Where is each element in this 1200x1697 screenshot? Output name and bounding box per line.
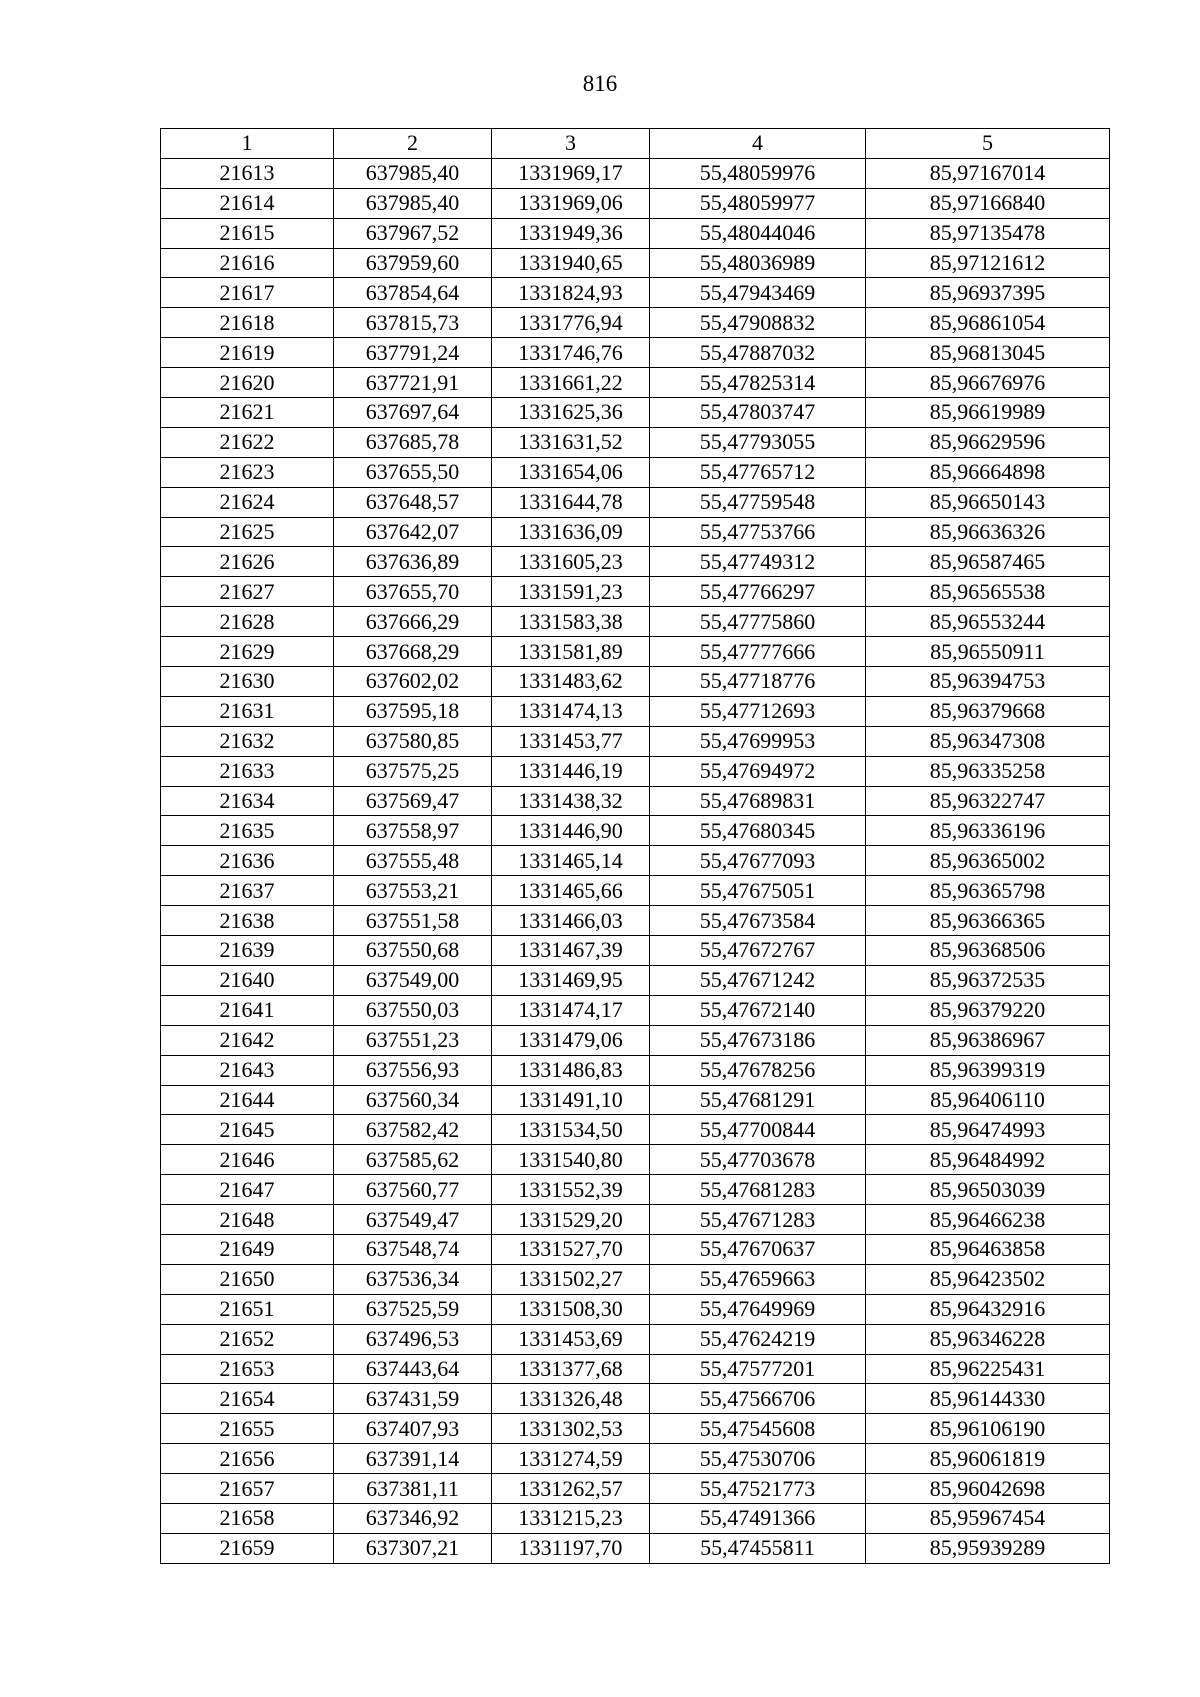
table-cell-col-1: 21614 [161, 188, 334, 218]
table-cell-col-1: 21651 [161, 1294, 334, 1324]
table-cell-col-5: 85,96106190 [866, 1414, 1110, 1444]
table-cell-col-1: 21641 [161, 995, 334, 1025]
table-cell-col-1: 21640 [161, 965, 334, 995]
table-cell-col-3: 1331465,66 [492, 876, 650, 906]
table-cell-col-3: 1331474,17 [492, 995, 650, 1025]
table-cell-col-3: 1331654,06 [492, 457, 650, 487]
table-row [161, 965, 1110, 995]
table-cell-col-1: 21623 [161, 457, 334, 487]
table-cell-col-1: 21650 [161, 1264, 334, 1294]
table-cell-col-3: 1331197,70 [492, 1533, 650, 1563]
table-cell-col-5: 85,96432916 [866, 1294, 1110, 1324]
table-cell-col-1: 21655 [161, 1414, 334, 1444]
table-cell-col-4: 55,47577201 [650, 1354, 866, 1384]
table-cell-col-1: 21621 [161, 398, 334, 428]
table-cell-col-1: 21648 [161, 1205, 334, 1235]
table-cell-col-2: 637582,42 [334, 1115, 492, 1145]
table-row [161, 936, 1110, 966]
table-body [161, 158, 1110, 1563]
table-cell-col-3: 1331215,23 [492, 1503, 650, 1533]
table-cell-col-4: 55,47694972 [650, 756, 866, 786]
table-cell-col-3: 1331274,59 [492, 1444, 650, 1474]
table-row [161, 158, 1110, 188]
table-row [161, 308, 1110, 338]
table-cell-col-1: 21620 [161, 368, 334, 398]
table-cell-col-4: 55,47670637 [650, 1234, 866, 1264]
table-cell-col-4: 55,47766297 [650, 577, 866, 607]
table-cell-col-1: 21634 [161, 786, 334, 816]
table-cell-col-1: 21637 [161, 876, 334, 906]
table-cell-col-4: 55,47759548 [650, 487, 866, 517]
table-cell-col-5: 85,96650143 [866, 487, 1110, 517]
table-cell-col-1: 21626 [161, 547, 334, 577]
table-cell-col-3: 1331605,23 [492, 547, 650, 577]
table-cell-col-5: 85,97121612 [866, 248, 1110, 278]
table-cell-col-5: 85,96335258 [866, 756, 1110, 786]
table-cell-col-2: 637551,58 [334, 906, 492, 936]
table-cell-col-4: 55,47803747 [650, 398, 866, 428]
table-cell-col-5: 85,96061819 [866, 1444, 1110, 1474]
table-cell-col-1: 21657 [161, 1474, 334, 1504]
table-cell-col-4: 55,47671283 [650, 1205, 866, 1235]
table-row [161, 338, 1110, 368]
table-cell-col-1: 21624 [161, 487, 334, 517]
table-cell-col-1: 21659 [161, 1533, 334, 1563]
table-row [161, 457, 1110, 487]
table-cell-col-5: 85,96394753 [866, 667, 1110, 697]
table-cell-col-1: 21628 [161, 607, 334, 637]
table-row [161, 1384, 1110, 1414]
table-row [161, 278, 1110, 308]
table-cell-col-2: 637636,89 [334, 547, 492, 577]
table-row [161, 1055, 1110, 1085]
table-cell-col-4: 55,48059976 [650, 158, 866, 188]
table-cell-col-2: 637553,21 [334, 876, 492, 906]
table-cell-col-2: 637685,78 [334, 427, 492, 457]
table-cell-col-3: 1331534,50 [492, 1115, 650, 1145]
table-cell-col-3: 1331483,62 [492, 667, 650, 697]
table-cell-col-2: 637967,52 [334, 218, 492, 248]
table-cell-col-5: 85,96423502 [866, 1264, 1110, 1294]
table-row [161, 995, 1110, 1025]
table-cell-col-2: 637580,85 [334, 726, 492, 756]
table-cell-col-1: 21615 [161, 218, 334, 248]
table-cell-col-2: 637854,64 [334, 278, 492, 308]
table-cell-col-4: 55,47718776 [650, 667, 866, 697]
table-cell-col-3: 1331453,77 [492, 726, 650, 756]
table-row [161, 816, 1110, 846]
table-cell-col-5: 85,96619989 [866, 398, 1110, 428]
table-cell-col-2: 637575,25 [334, 756, 492, 786]
table-cell-col-3: 1331969,06 [492, 188, 650, 218]
table-cell-col-2: 637560,77 [334, 1175, 492, 1205]
table-row [161, 218, 1110, 248]
table-cell-col-3: 1331491,10 [492, 1085, 650, 1115]
table-cell-col-2: 637985,40 [334, 188, 492, 218]
table-cell-col-4: 55,47521773 [650, 1474, 866, 1504]
table-row [161, 427, 1110, 457]
table-row [161, 1175, 1110, 1205]
table-cell-col-3: 1331474,13 [492, 696, 650, 726]
table-cell-col-2: 637815,73 [334, 308, 492, 338]
table-row [161, 1324, 1110, 1354]
table-row [161, 368, 1110, 398]
table-row [161, 248, 1110, 278]
table-cell-col-1: 21647 [161, 1175, 334, 1205]
table-cell-col-2: 637407,93 [334, 1414, 492, 1444]
table-cell-col-5: 85,96372535 [866, 965, 1110, 995]
table-cell-col-5: 85,96664898 [866, 457, 1110, 487]
table-cell-col-4: 55,47673186 [650, 1025, 866, 1055]
table-cell-col-4: 55,47681283 [650, 1175, 866, 1205]
table-row [161, 1234, 1110, 1264]
table-cell-col-3: 1331625,36 [492, 398, 650, 428]
table-cell-col-5: 85,96406110 [866, 1085, 1110, 1115]
table-cell-col-4: 55,47703678 [650, 1145, 866, 1175]
table-row [161, 1115, 1110, 1145]
table-cell-col-5: 85,96587465 [866, 547, 1110, 577]
table-cell-col-5: 85,96466238 [866, 1205, 1110, 1235]
table-cell-col-4: 55,47624219 [650, 1324, 866, 1354]
table-cell-col-3: 1331465,14 [492, 846, 650, 876]
table-cell-col-1: 21649 [161, 1234, 334, 1264]
table-cell-col-4: 55,47675051 [650, 876, 866, 906]
table-cell-col-3: 1331540,80 [492, 1145, 650, 1175]
table-cell-col-1: 21630 [161, 667, 334, 697]
header-col-2: 2 [334, 129, 492, 159]
table-cell-col-4: 55,47680345 [650, 816, 866, 846]
page-number: 816 [582, 71, 618, 96]
table-cell-col-5: 85,96636326 [866, 517, 1110, 547]
table-cell-col-2: 637697,64 [334, 398, 492, 428]
table-cell-col-5: 85,96565538 [866, 577, 1110, 607]
table-row [161, 1205, 1110, 1235]
table-cell-col-5: 85,96474993 [866, 1115, 1110, 1145]
table-row [161, 487, 1110, 517]
table-cell-col-4: 55,47530706 [650, 1444, 866, 1474]
table-cell-col-3: 1331262,57 [492, 1474, 650, 1504]
table-cell-col-4: 55,47887032 [650, 338, 866, 368]
table-cell-col-3: 1331631,52 [492, 427, 650, 457]
table-cell-col-3: 1331453,69 [492, 1324, 650, 1354]
table-cell-col-1: 21636 [161, 846, 334, 876]
table-cell-col-4: 55,47673584 [650, 906, 866, 936]
table-cell-col-3: 1331326,48 [492, 1384, 650, 1414]
table-cell-col-2: 637550,68 [334, 936, 492, 966]
table-cell-col-3: 1331508,30 [492, 1294, 650, 1324]
table-cell-col-5: 85,96366365 [866, 906, 1110, 936]
table-cell-col-2: 637668,29 [334, 637, 492, 667]
table-cell-col-5: 85,96365798 [866, 876, 1110, 906]
table-cell-col-2: 637307,21 [334, 1533, 492, 1563]
table-row [161, 1085, 1110, 1115]
table-row [161, 398, 1110, 428]
table-cell-col-3: 1331824,93 [492, 278, 650, 308]
table-cell-col-4: 55,47765712 [650, 457, 866, 487]
header-col-3: 3 [492, 129, 650, 159]
table-row [161, 1025, 1110, 1055]
table-row [161, 696, 1110, 726]
table-cell-col-5: 85,97135478 [866, 218, 1110, 248]
table-cell-col-4: 55,47943469 [650, 278, 866, 308]
table-cell-col-5: 85,96347308 [866, 726, 1110, 756]
table-cell-col-4: 55,47699953 [650, 726, 866, 756]
table-cell-col-5: 85,96379668 [866, 696, 1110, 726]
table-cell-col-5: 85,96503039 [866, 1175, 1110, 1205]
table-cell-col-4: 55,47749312 [650, 547, 866, 577]
table-cell-col-1: 21616 [161, 248, 334, 278]
table-cell-col-4: 55,47793055 [650, 427, 866, 457]
table-cell-col-3: 1331636,09 [492, 517, 650, 547]
table-cell-col-3: 1331746,76 [492, 338, 650, 368]
table-cell-col-4: 55,47672140 [650, 995, 866, 1025]
table-cell-col-5: 85,96553244 [866, 607, 1110, 637]
header-col-4: 4 [650, 129, 866, 159]
table-cell-col-1: 21646 [161, 1145, 334, 1175]
table-cell-col-4: 55,47678256 [650, 1055, 866, 1085]
header-row [161, 129, 1110, 159]
table-cell-col-4: 55,48044046 [650, 218, 866, 248]
table-cell-col-4: 55,47908832 [650, 308, 866, 338]
table-cell-col-1: 21625 [161, 517, 334, 547]
table-cell-col-3: 1331644,78 [492, 487, 650, 517]
table-cell-col-2: 637602,02 [334, 667, 492, 697]
table-cell-col-3: 1331467,39 [492, 936, 650, 966]
table-row [161, 1533, 1110, 1563]
table-row [161, 667, 1110, 697]
table-cell-col-3: 1331527,70 [492, 1234, 650, 1264]
table-cell-col-3: 1331581,89 [492, 637, 650, 667]
table-cell-col-1: 21627 [161, 577, 334, 607]
table-cell-col-5: 85,97166840 [866, 188, 1110, 218]
table-cell-col-3: 1331479,06 [492, 1025, 650, 1055]
header-col-1: 1 [161, 129, 334, 159]
table-cell-col-4: 55,48036989 [650, 248, 866, 278]
table-cell-col-2: 637556,93 [334, 1055, 492, 1085]
table-row [161, 876, 1110, 906]
table-cell-col-2: 637791,24 [334, 338, 492, 368]
table-header [161, 129, 1110, 159]
table-cell-col-3: 1331446,90 [492, 816, 650, 846]
table-cell-col-1: 21653 [161, 1354, 334, 1384]
table-row [161, 1414, 1110, 1444]
table-cell-col-3: 1331446,19 [492, 756, 650, 786]
table-cell-col-3: 1331469,95 [492, 965, 650, 995]
table-row [161, 846, 1110, 876]
table-cell-col-4: 55,47777666 [650, 637, 866, 667]
table-cell-col-1: 21643 [161, 1055, 334, 1085]
table-cell-col-4: 55,47491366 [650, 1503, 866, 1533]
table-cell-col-4: 55,47689831 [650, 786, 866, 816]
table-cell-col-5: 85,96399319 [866, 1055, 1110, 1085]
table-cell-col-2: 637585,62 [334, 1145, 492, 1175]
table-cell-col-4: 55,47545608 [650, 1414, 866, 1444]
table-cell-col-5: 85,96813045 [866, 338, 1110, 368]
table-row [161, 1145, 1110, 1175]
table-cell-col-4: 55,47712693 [650, 696, 866, 726]
table-cell-col-3: 1331949,36 [492, 218, 650, 248]
table-cell-col-2: 637555,48 [334, 846, 492, 876]
table-cell-col-2: 637443,64 [334, 1354, 492, 1384]
table-cell-col-4: 55,47455811 [650, 1533, 866, 1563]
table-cell-col-1: 21635 [161, 816, 334, 846]
table-cell-col-5: 85,96042698 [866, 1474, 1110, 1504]
table-cell-col-4: 55,47700844 [650, 1115, 866, 1145]
table-cell-col-2: 637548,74 [334, 1234, 492, 1264]
table-cell-col-5: 85,96225431 [866, 1354, 1110, 1384]
table-cell-col-3: 1331969,17 [492, 158, 650, 188]
table-cell-col-2: 637655,70 [334, 577, 492, 607]
table-cell-col-2: 637595,18 [334, 696, 492, 726]
table-cell-col-4: 55,47672767 [650, 936, 866, 966]
table-cell-col-1: 21618 [161, 308, 334, 338]
table-cell-col-2: 637536,34 [334, 1264, 492, 1294]
table-cell-col-2: 637721,91 [334, 368, 492, 398]
table-cell-col-1: 21658 [161, 1503, 334, 1533]
table-cell-col-1: 21617 [161, 278, 334, 308]
table-cell-col-4: 55,47753766 [650, 517, 866, 547]
header-col-5: 5 [866, 129, 1110, 159]
table-row [161, 906, 1110, 936]
table-row [161, 726, 1110, 756]
table-cell-col-1: 21622 [161, 427, 334, 457]
table-cell-col-3: 1331486,83 [492, 1055, 650, 1085]
table-row [161, 188, 1110, 218]
table-cell-col-5: 85,95939289 [866, 1533, 1110, 1563]
table-cell-col-1: 21644 [161, 1085, 334, 1115]
table-row [161, 756, 1110, 786]
table-cell-col-2: 637549,00 [334, 965, 492, 995]
table-cell-col-1: 21619 [161, 338, 334, 368]
table-cell-col-3: 1331591,23 [492, 577, 650, 607]
table-cell-col-2: 637496,53 [334, 1324, 492, 1354]
table-cell-col-1: 21639 [161, 936, 334, 966]
table-cell-col-5: 85,96386967 [866, 1025, 1110, 1055]
table-cell-col-4: 55,47671242 [650, 965, 866, 995]
table-cell-col-2: 637985,40 [334, 158, 492, 188]
table-cell-col-3: 1331552,39 [492, 1175, 650, 1205]
table-cell-col-5: 85,96322747 [866, 786, 1110, 816]
table-cell-col-3: 1331583,38 [492, 607, 650, 637]
table-cell-col-2: 637959,60 [334, 248, 492, 278]
table-cell-col-1: 21631 [161, 696, 334, 726]
table-cell-col-5: 85,97167014 [866, 158, 1110, 188]
table-cell-col-5: 85,95967454 [866, 1503, 1110, 1533]
table-row [161, 1294, 1110, 1324]
table-row [161, 1474, 1110, 1504]
table-cell-col-4: 55,47677093 [650, 846, 866, 876]
table-row [161, 547, 1110, 577]
table-cell-col-5: 85,96368506 [866, 936, 1110, 966]
table-cell-col-2: 637431,59 [334, 1384, 492, 1414]
table-cell-col-2: 637569,47 [334, 786, 492, 816]
table-cell-col-5: 85,96463858 [866, 1234, 1110, 1264]
table-cell-col-5: 85,96336196 [866, 816, 1110, 846]
table-cell-col-2: 637346,92 [334, 1503, 492, 1533]
table-cell-col-5: 85,96484992 [866, 1145, 1110, 1175]
table-cell-col-3: 1331940,65 [492, 248, 650, 278]
table-cell-col-3: 1331661,22 [492, 368, 650, 398]
table-cell-col-5: 85,96629596 [866, 427, 1110, 457]
table-cell-col-1: 21656 [161, 1444, 334, 1474]
table-cell-col-4: 55,47681291 [650, 1085, 866, 1115]
table-row [161, 1264, 1110, 1294]
table-cell-col-1: 21645 [161, 1115, 334, 1145]
table-row [161, 786, 1110, 816]
table-cell-col-2: 637550,03 [334, 995, 492, 1025]
table-cell-col-5: 85,96550911 [866, 637, 1110, 667]
table-cell-col-3: 1331502,27 [492, 1264, 650, 1294]
table-cell-col-5: 85,96937395 [866, 278, 1110, 308]
table-cell-col-5: 85,96861054 [866, 308, 1110, 338]
table-cell-col-2: 637648,57 [334, 487, 492, 517]
table-cell-col-1: 21638 [161, 906, 334, 936]
table-cell-col-3: 1331529,20 [492, 1205, 650, 1235]
table-cell-col-2: 637666,29 [334, 607, 492, 637]
table-cell-col-1: 21632 [161, 726, 334, 756]
table-cell-col-4: 55,47649969 [650, 1294, 866, 1324]
table-row [161, 1354, 1110, 1384]
table-cell-col-4: 55,47775860 [650, 607, 866, 637]
table-cell-col-1: 21633 [161, 756, 334, 786]
table-cell-col-4: 55,47659663 [650, 1264, 866, 1294]
table-cell-col-2: 637560,34 [334, 1085, 492, 1115]
table-cell-col-5: 85,96676976 [866, 368, 1110, 398]
table-cell-col-2: 637655,50 [334, 457, 492, 487]
table-cell-col-3: 1331377,68 [492, 1354, 650, 1384]
table-cell-col-2: 637558,97 [334, 816, 492, 846]
table-row [161, 637, 1110, 667]
table-cell-col-2: 637551,23 [334, 1025, 492, 1055]
table-cell-col-2: 637642,07 [334, 517, 492, 547]
table-cell-col-2: 637391,14 [334, 1444, 492, 1474]
table-cell-col-3: 1331438,32 [492, 786, 650, 816]
table-cell-col-2: 637525,59 [334, 1294, 492, 1324]
table-cell-col-1: 21613 [161, 158, 334, 188]
table-cell-col-5: 85,96365002 [866, 846, 1110, 876]
coordinates-table [160, 128, 1110, 1564]
table-cell-col-4: 55,47825314 [650, 368, 866, 398]
table-cell-col-4: 55,47566706 [650, 1384, 866, 1414]
table-cell-col-1: 21629 [161, 637, 334, 667]
table-cell-col-1: 21652 [161, 1324, 334, 1354]
table-row [161, 1503, 1110, 1533]
table-cell-col-4: 55,48059977 [650, 188, 866, 218]
table-row [161, 1444, 1110, 1474]
table-cell-col-5: 85,96144330 [866, 1384, 1110, 1414]
table-cell-col-1: 21654 [161, 1384, 334, 1414]
table-cell-col-3: 1331776,94 [492, 308, 650, 338]
table-row [161, 517, 1110, 547]
table-cell-col-5: 85,96379220 [866, 995, 1110, 1025]
table-cell-col-2: 637381,11 [334, 1474, 492, 1504]
table-cell-col-3: 1331466,03 [492, 906, 650, 936]
table-cell-col-2: 637549,47 [334, 1205, 492, 1235]
table-cell-col-1: 21642 [161, 1025, 334, 1055]
table-cell-col-3: 1331302,53 [492, 1414, 650, 1444]
table-row [161, 607, 1110, 637]
table-cell-col-5: 85,96346228 [866, 1324, 1110, 1354]
table-row [161, 577, 1110, 607]
